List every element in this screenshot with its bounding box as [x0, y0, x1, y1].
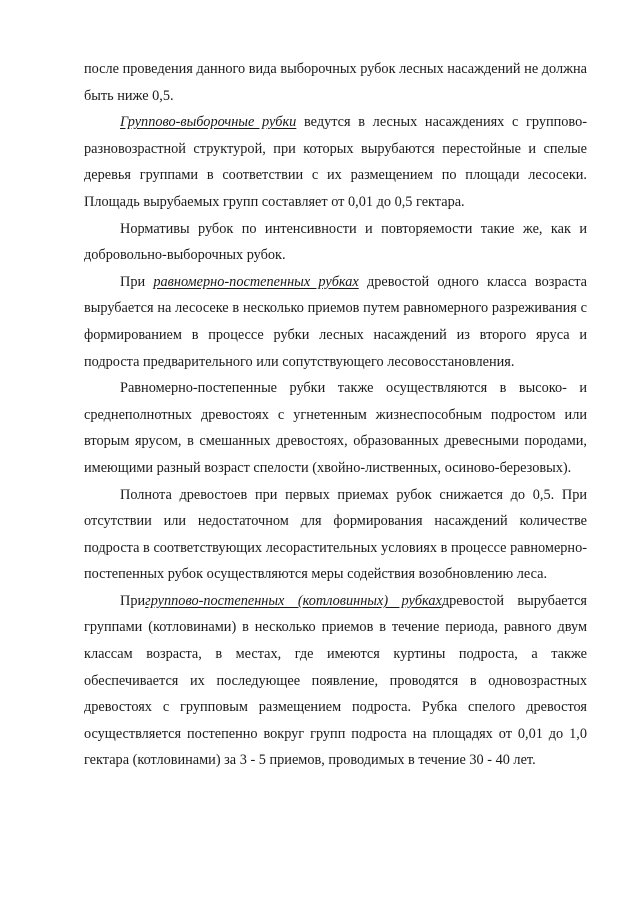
body-text: [84, 56, 587, 774]
paragraph-3: [84, 216, 587, 269]
paragraph-5-text: Равномерно-постепенные рубки также осуществляются в высоко- и среднеполнотных древостоях с угнетенным жизнеспособным подростом или вторым ярусом, в смешанных древостоях, образованных древесными породами, имеющими разный возраст спелости (хвойно-лиственных, осиново-березовых).: [84, 380, 587, 476]
term-group-selective-cutting: Группово-выборочные рубки: [120, 114, 297, 131]
paragraph-6-text: Полнота древостоев при первых приемах рубок снижается до 0,5. При отсутствии или недостаточном для формирования насаждений количестве подроста в соответствующих лесорастительных условиях в процессе равномерно-постепенных рубок осуществляются меры содействия возобновлению леса.: [84, 486, 587, 583]
paragraph-2-text: ведутся в лесных насаждениях с группово-разновозрастной структурой, при которых вырубаются перестойные и спелые деревья группами в соответствии с их размещением по площади лесосеки. Площадь вырубаемых групп составляет от 0,01 до 0,5 гектара.: [84, 114, 587, 210]
paragraph-4: [84, 269, 587, 375]
paragraph-1-text: после проведения данного вида выборочных рубок лесных насаждений не должна быть ниже 0,5.: [84, 61, 587, 104]
paragraph-1: [84, 56, 587, 109]
paragraph-3-text: Нормативы рубок по интенсивности и повторяемости такие же, как и добровольно-выборочных рубок.: [84, 220, 587, 264]
paragraph-7-lead: При: [120, 592, 146, 609]
term-uniform-shelterwood-cutting: равномерно-постепенных рубках: [153, 273, 359, 290]
paragraph-7-text: древостой вырубается группами (котловинами) в несколько приемов в течение периода, равного двум классам возраста, в местах, где имеются куртины подроста, а также обеспечивается их последующее появление, проводятся в одновозрастных древостоях с групповым размещением подроста. Рубка спелого древостоя осуществляется постепенно вокруг групп подроста на площадях от 0,01 до 1,0 гектара (котловинами) за 3 - 5 приемов, проводимых в течение 30 - 40 лет.: [84, 592, 587, 769]
term-group-shelterwood-cutting: группово-постепенных (котловинных) рубках: [145, 592, 442, 609]
paragraph-5: [84, 375, 587, 481]
paragraph-7: [84, 588, 587, 774]
paragraph-2: [84, 109, 587, 215]
paragraph-4-text: древостой одного класса возраста вырубается на лесосеке в несколько приемов путем равномерного разреживания с формированием в процессе рубки лесных насаждений из второго яруса и подроста предварительного или сопутствующего лесовосстановления.: [84, 273, 587, 370]
paragraph-4-lead: При: [120, 273, 154, 290]
paragraph-6: [84, 482, 587, 588]
